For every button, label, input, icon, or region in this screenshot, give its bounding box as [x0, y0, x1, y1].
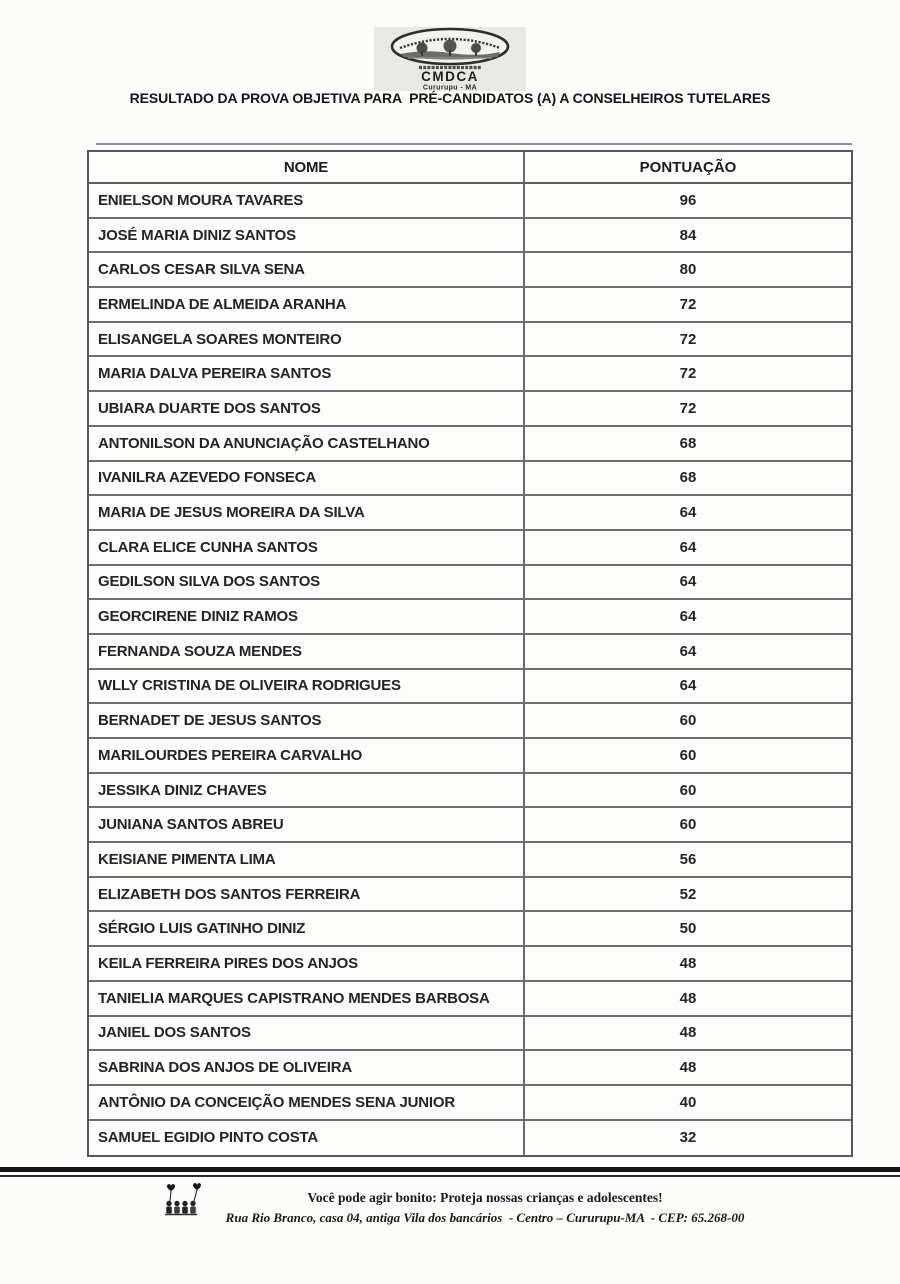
table-row [89, 219, 851, 254]
logo-location-text: Cururupu - MA [422, 84, 478, 91]
row-name-cell: MARIA DE JESUS MOREIRA DA SILVA [89, 496, 525, 529]
row-score-cell: 40 [679, 1093, 697, 1111]
logo-org-text: CMDCA [421, 69, 479, 84]
row-name-cell: UBIARA DUARTE DOS SANTOS [89, 392, 525, 425]
table-header-row [89, 152, 851, 184]
row-score-cell: 68 [679, 434, 697, 452]
table-row [89, 462, 851, 497]
row-score-cell: 48 [679, 1059, 697, 1077]
row-name-cell: GEORCIRENE DINIZ RAMOS [89, 600, 525, 633]
table-row [89, 808, 851, 843]
row-score-cell: 68 [679, 469, 697, 487]
row-name-cell: KEISIANE PIMENTA LIMA [89, 843, 525, 876]
row-score-cell: 48 [679, 989, 697, 1007]
table-row [89, 531, 851, 566]
footer-text-block [170, 1188, 800, 1228]
row-name-cell: ELIZABETH DOS SANTOS FERREIRA [89, 878, 525, 911]
footer-slogan: Você pode agir bonito: Proteja nossas crianças e adolescentes! [307, 1190, 663, 1205]
row-score-cell: 48 [679, 1024, 697, 1042]
table-row [89, 600, 851, 635]
row-name-cell: MARILOURDES PEREIRA CARVALHO [89, 739, 525, 772]
row-score-cell: 64 [679, 608, 697, 626]
row-score-cell: 60 [679, 712, 697, 730]
footer-rule-thin [0, 1175, 900, 1177]
row-name-cell: WLLY CRISTINA DE OLIVEIRA RODRIGUES [89, 670, 525, 703]
cmdca-logo-image [374, 27, 526, 91]
table-row [89, 1051, 851, 1086]
table-row [89, 253, 851, 288]
row-name-cell: ANTONILSON DA ANUNCIAÇÃO CASTELHANO [89, 427, 525, 460]
row-score-cell: 60 [679, 816, 697, 834]
row-score-cell: 72 [679, 365, 697, 383]
row-score-cell: 80 [679, 261, 697, 279]
table-row [89, 878, 851, 913]
table-row [89, 1086, 851, 1121]
row-score-cell: 84 [679, 226, 697, 244]
column-header-nome: NOME [89, 152, 525, 182]
table-row [89, 739, 851, 774]
row-name-cell: GEDILSON SILVA DOS SANTOS [89, 566, 525, 599]
row-name-cell: SÉRGIO LUIS GATINHO DINIZ [89, 912, 525, 945]
table-row [89, 323, 851, 358]
table-row [89, 843, 851, 878]
row-score-cell: 64 [679, 538, 697, 556]
row-name-cell: JANIEL DOS SANTOS [89, 1017, 525, 1050]
row-name-cell: ERMELINDA DE ALMEIDA ARANHA [89, 288, 525, 321]
row-score-cell: 72 [679, 330, 697, 348]
footer-address: Rua Rio Branco, casa 04, antiga Vila dos bancários - Centro – Cururupu-MA - CEP: 65.268-00 [225, 1210, 745, 1225]
table-row [89, 288, 851, 323]
row-name-cell: KEILA FERREIRA PIRES DOS ANJOS [89, 947, 525, 980]
row-score-cell: 72 [679, 399, 697, 417]
table-row [89, 912, 851, 947]
table-row [89, 635, 851, 670]
row-score-cell: 64 [679, 677, 697, 695]
row-score-cell: 32 [679, 1129, 697, 1147]
row-name-cell: TANIELIA MARQUES CAPISTRANO MENDES BARBOSA [89, 982, 525, 1015]
row-score-cell: 56 [679, 850, 697, 868]
table-row [89, 670, 851, 705]
row-name-cell: JUNIANA SANTOS ABREU [89, 808, 525, 841]
row-name-cell: FERNANDA SOUZA MENDES [89, 635, 525, 668]
table-row [89, 1017, 851, 1052]
scan-line [96, 143, 852, 145]
table-row [89, 427, 851, 462]
row-name-cell: ELISANGELA SOARES MONTEIRO [89, 323, 525, 356]
row-score-cell: 60 [679, 746, 697, 764]
table-row [89, 947, 851, 982]
table-row [89, 184, 851, 219]
table-row [89, 357, 851, 392]
table-row [89, 704, 851, 739]
row-score-cell: 96 [679, 191, 697, 209]
row-name-cell: JESSIKA DINIZ CHAVES [89, 774, 525, 807]
row-score-cell: 64 [679, 573, 697, 591]
footer-rule-thick [0, 1167, 900, 1172]
row-score-cell: 48 [679, 954, 697, 972]
column-header-pontuacao: PONTUAÇÃO [639, 158, 737, 176]
page-title: RESULTADO DA PROVA OBJETIVA PARA PRÉ-CANDIDATOS (A) A CONSELHEIROS TUTELARES [129, 90, 771, 106]
row-score-cell: 64 [679, 642, 697, 660]
row-name-cell: MARIA DALVA PEREIRA SANTOS [89, 357, 525, 390]
row-name-cell: ENIELSON MOURA TAVARES [89, 184, 525, 217]
table-row [89, 496, 851, 531]
row-name-cell: SABRINA DOS ANJOS DE OLIVEIRA [89, 1051, 525, 1084]
row-score-cell: 60 [679, 781, 697, 799]
row-name-cell: CLARA ELICE CUNHA SANTOS [89, 531, 525, 564]
table-row [89, 1121, 851, 1156]
row-name-cell: JOSÉ MARIA DINIZ SANTOS [89, 219, 525, 252]
row-score-cell: 72 [679, 295, 697, 313]
row-score-cell: 64 [679, 504, 697, 522]
row-score-cell: 52 [679, 885, 697, 903]
row-name-cell: SAMUEL EGIDIO PINTO COSTA [89, 1121, 525, 1156]
table-body [89, 184, 851, 1155]
table-row [89, 774, 851, 809]
cmdca-logo [374, 27, 526, 96]
row-score-cell: 50 [679, 920, 697, 938]
table-row [89, 392, 851, 427]
table-row [89, 982, 851, 1017]
row-name-cell: CARLOS CESAR SILVA SENA [89, 253, 525, 286]
table-row [89, 566, 851, 601]
row-name-cell: BERNADET DE JESUS SANTOS [89, 704, 525, 737]
results-table [87, 150, 853, 1157]
row-name-cell: IVANILRA AZEVEDO FONSECA [89, 462, 525, 495]
row-name-cell: ANTÔNIO DA CONCEIÇÃO MENDES SENA JUNIOR [89, 1086, 525, 1119]
